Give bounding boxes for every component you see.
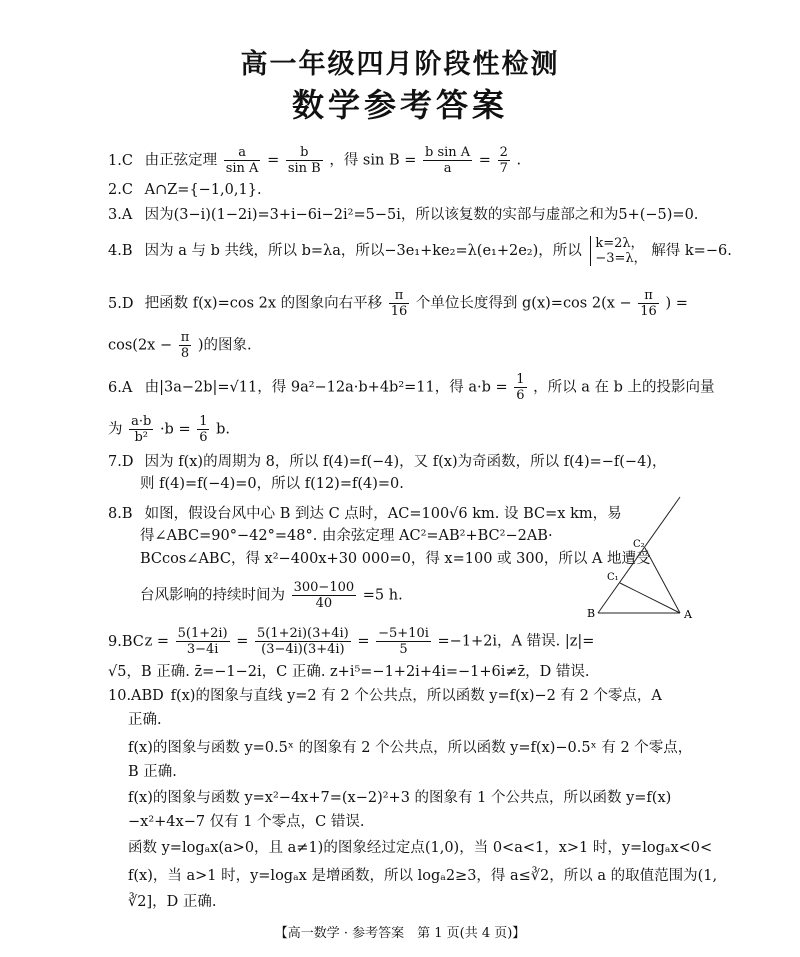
- text: ，得 sin B =: [329, 152, 417, 169]
- fraction: $\frac{-5+10i}{5}$: [378, 626, 429, 657]
- text: 由|3a−2b|=√11，得 9a²−12a·b+4b²=11，得 a·b =: [144, 379, 508, 396]
- doc-subtitle: 数学参考答案: [291, 86, 508, 124]
- text: 台风影响的持续时间为: [140, 587, 285, 604]
- answer-10: [108, 686, 662, 706]
- fraction: $\frac{5(1+2i)}{3-4i}$: [177, 626, 228, 657]
- segment-C2A: [645, 548, 680, 613]
- fraction: $\frac{2}{7}$: [499, 145, 508, 176]
- text: =: [267, 152, 280, 169]
- text: ·b =: [159, 421, 191, 438]
- answer-number: 6.A: [108, 379, 133, 396]
- answer-number: 10.ABD: [108, 688, 164, 704]
- text: ，所以 a 在 b 上的投影向量: [533, 379, 715, 396]
- answer-8-line2: 得∠ABC=90°−42°=48°. 由余弦定理 AC²=AB²+BC²−2AB·: [140, 528, 553, 544]
- answer-10-line: f(x)，当 a>1 时，y=logₐx 是增函数，所以 logₐ2≥3，得 a≤∛2，所以 a 的取值范围为(1,: [128, 868, 718, 884]
- answer-8: [108, 504, 622, 524]
- segment-C1A: [620, 583, 680, 613]
- text: =−1+2i，A 错误. |z|=: [437, 633, 595, 650]
- answer-10-line: −x²+4x−7 仅有 1 个零点，C 错误.: [128, 814, 365, 830]
- text: =5 h.: [362, 587, 403, 604]
- text: A∩Z={−1,0,1}.: [144, 182, 262, 198]
- answer-7: [108, 452, 666, 472]
- answer-number: 2.C: [108, 182, 133, 198]
- label-C2: C₂: [633, 539, 645, 550]
- text: 因为 f(x)的周期为 8，所以 f(4)=f(−4)，又 f(x)为奇函数，所以 f(4)=−f(−4)，: [144, 454, 667, 470]
- text: 由正弦定理: [144, 152, 218, 169]
- text: =: [478, 152, 491, 169]
- label-C1: C₁: [607, 572, 619, 583]
- answer-number: 3.A: [108, 207, 133, 223]
- triangle-figure: [587, 495, 705, 621]
- answer-9: [108, 626, 594, 657]
- text: 如图，假设台风中心 B 到达 C 点时，AC=100√6 km. 设 BC=x km，易: [144, 506, 622, 522]
- answer-10-line: ∛2]，D 正确.: [128, 894, 217, 910]
- answer-number: 9.BC: [108, 633, 144, 650]
- text: 个单位长度得到 g(x)=cos 2(x −: [415, 295, 632, 312]
- label-B: B: [587, 607, 596, 620]
- answer-8-line3: BCcos∠ABC，得 x²−400x+30 000=0，得 x=100 或 300，所以 A 地遭受: [140, 551, 651, 567]
- answer-4: [108, 236, 732, 266]
- fraction: $\frac{a\cdot b}{\text{b²}}$: [131, 414, 152, 445]
- answer-number: 1.C: [108, 152, 133, 169]
- answer-number: 7.D: [108, 454, 134, 470]
- text: 把函数 f(x)=cos 2x 的图象向右平移: [144, 295, 383, 312]
- fraction: $\frac{b}{\text{sin B}}$: [287, 145, 321, 176]
- answer-10-line: 函数 y=logₐx(a>0，且 a≠1)的图象经过定点(1,0)，当 0<a<1，x>1 时，y=logₐx<0<: [128, 840, 713, 856]
- answer-6: [108, 372, 715, 403]
- answer-number: 8.B: [108, 506, 133, 522]
- fraction: $\frac{a}{\text{sin A}}$: [225, 145, 259, 176]
- answer-10-line: f(x)的图象与函数 y=0.5ˣ 的图象有 2 个公共点，所以函数 y=f(x)−0.5ˣ 有 2 个零点，: [128, 740, 693, 756]
- answer-7-cont: 则 f(4)=f(−4)=0，所以 f(12)=f(4)=0.: [140, 476, 404, 492]
- text: f(x)的图象与直线 y=2 有 2 个公共点，所以函数 y=f(x)−2 有 2 个零点，A: [170, 688, 662, 704]
- answer-10-line: B 正确.: [128, 764, 177, 780]
- answer-2: [108, 180, 262, 200]
- text: )的图象.: [197, 337, 252, 354]
- text: cos(2x −: [108, 337, 173, 354]
- answer-5: [108, 288, 688, 319]
- text: 为: [108, 421, 123, 438]
- doc-title: 高一年级四月阶段性检测: [240, 49, 560, 80]
- fraction: $\frac{\pi}{16}$: [640, 288, 657, 319]
- answer-number: 4.B: [108, 243, 133, 259]
- text: 因为(3−i)(1−2i)=3+i−6i−2i²=5−5i，所以该复数的实部与虚部之和为5+(−5)=0.: [144, 207, 699, 223]
- answer-9-cont: √5，B 正确. z̄=−1−2i，C 正确. z+i⁵=−1+2i+4i=−1+6i≠z̄，D 错误.: [108, 664, 590, 680]
- answer-number: 5.D: [108, 295, 134, 312]
- answer-8-line4: [140, 580, 403, 611]
- page-footer: 【高一数学 · 参考答案 第 1 页(共 4 页)】: [274, 926, 526, 941]
- equation-system: k=2λ， −3=λ，: [590, 236, 646, 266]
- answer-10-line: 正确.: [128, 712, 162, 728]
- text: ) =: [665, 295, 688, 312]
- text: .: [516, 152, 522, 169]
- answer-1: [108, 145, 521, 176]
- text: 因为 a 与 b 共线，所以 b=λa，所以−3e₁+ke₂=λ(e₁+2e₂)，所以: [144, 243, 582, 259]
- fraction: $\frac{\text{b sin A}}{a}$: [425, 145, 471, 176]
- text: 解得 k=−6.: [651, 243, 732, 259]
- path-line: [598, 497, 680, 613]
- text: z =: [144, 633, 170, 650]
- fraction: $\frac{1}{6}$: [199, 414, 208, 445]
- answer-5-cont: [108, 330, 252, 361]
- text: =: [236, 633, 249, 650]
- text: =: [357, 633, 370, 650]
- text: b.: [216, 421, 230, 438]
- answer-10-line: f(x)的图象与函数 y=x²−4x+7=(x−2)²+3 的图象有 1 个公共点，所以函数 y=f(x): [128, 790, 672, 806]
- fraction: $\frac{300-100}{40}$: [293, 580, 355, 611]
- fraction: $\frac{5(1+2i)(3+4i)}{(3-4i)(3+4i)}$: [257, 626, 349, 657]
- fraction: $\frac{\pi}{16}$: [390, 288, 408, 319]
- answer-6-cont: [108, 414, 230, 445]
- label-A: A: [684, 608, 692, 621]
- fraction: $\frac{1}{6}$: [516, 372, 525, 403]
- fraction: $\frac{\pi}{8}$: [180, 330, 190, 361]
- answer-3: [108, 205, 698, 225]
